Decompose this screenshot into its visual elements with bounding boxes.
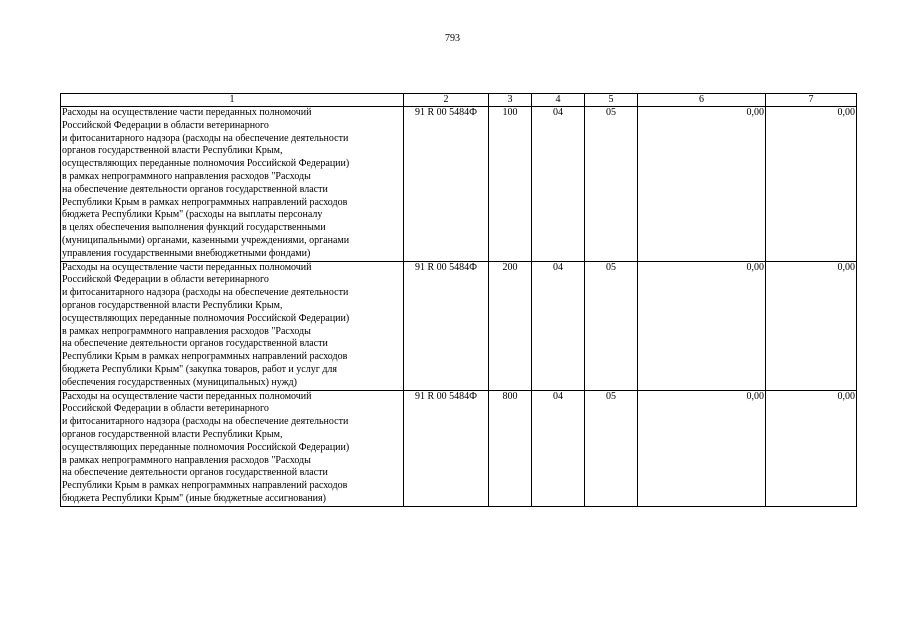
header-col-6: 6 <box>638 94 766 107</box>
row-expense-type: 800 <box>489 390 532 506</box>
row-amount-col-7: 0,00 <box>766 261 857 390</box>
row-amount-col-6: 0,00 <box>638 261 766 390</box>
row-subsection: 05 <box>585 261 638 390</box>
row-description: Расходы на осуществление части переданных полномочий Российской Федерации в области ветеринарного и фитосанитарного надзора (расходы на обеспечение деятельности органов государственной власти Республики Крым, осуществляющих переданные полномочия Российской Федерации) в рамках непрограммного направления расходов "Расходы на обеспечение деятельности органов государственной власти Республики Крым в рамках непрограммных направлений расходов бюджета Республики Крым" (расходы на выплаты персоналу в целях обеспечения выполнения функций государственными (муниципальными) органами, казенными учреждениями, органами управления государственными внебюджетными фондами) <box>61 107 404 262</box>
row-code: 91 R 00 5484Ф <box>404 390 489 506</box>
table-row <box>61 390 857 506</box>
row-amount-col-7: 0,00 <box>766 390 857 506</box>
row-description: Расходы на осуществление части переданных полномочий Российской Федерации в области ветеринарного и фитосанитарного надзора (расходы на обеспечение деятельности органов государственной власти Республики Крым, осуществляющих переданные полномочия Российской Федерации) в рамках непрограммного направления расходов "Расходы на обеспечение деятельности органов государственной власти Республики Крым в рамках непрограммных направлений расходов бюджета Республики Крым" (иные бюджетные ассигнования) <box>61 390 404 506</box>
row-subsection: 05 <box>585 107 638 262</box>
header-row <box>61 94 857 107</box>
row-amount-col-6: 0,00 <box>638 107 766 262</box>
row-subsection: 05 <box>585 390 638 506</box>
header-col-5: 5 <box>585 94 638 107</box>
page-number: 793 <box>445 33 460 44</box>
row-code: 91 R 00 5484Ф <box>404 107 489 262</box>
row-description: Расходы на осуществление части переданных полномочий Российской Федерации в области ветеринарного и фитосанитарного надзора (расходы на обеспечение деятельности органов государственной власти Республики Крым, осуществляющих переданные полномочия Российской Федерации) в рамках непрограммного направления расходов "Расходы на обеспечение деятельности органов государственной власти Республики Крым в рамках непрограммных направлений расходов бюджета Республики Крым" (закупка товаров, работ и услуг для обеспечения государственных (муниципальных) нужд) <box>61 261 404 390</box>
header-col-4: 4 <box>532 94 585 107</box>
header-col-1: 1 <box>61 94 404 107</box>
row-section: 04 <box>532 261 585 390</box>
table-row <box>61 107 857 262</box>
header-col-7: 7 <box>766 94 857 107</box>
row-section: 04 <box>532 390 585 506</box>
row-amount-col-7: 0,00 <box>766 107 857 262</box>
row-expense-type: 100 <box>489 107 532 262</box>
header-col-3: 3 <box>489 94 532 107</box>
header-col-2: 2 <box>404 94 489 107</box>
row-amount-col-6: 0,00 <box>638 390 766 506</box>
budget-table <box>60 93 857 507</box>
table-row <box>61 261 857 390</box>
row-section: 04 <box>532 107 585 262</box>
row-expense-type: 200 <box>489 261 532 390</box>
row-code: 91 R 00 5484Ф <box>404 261 489 390</box>
